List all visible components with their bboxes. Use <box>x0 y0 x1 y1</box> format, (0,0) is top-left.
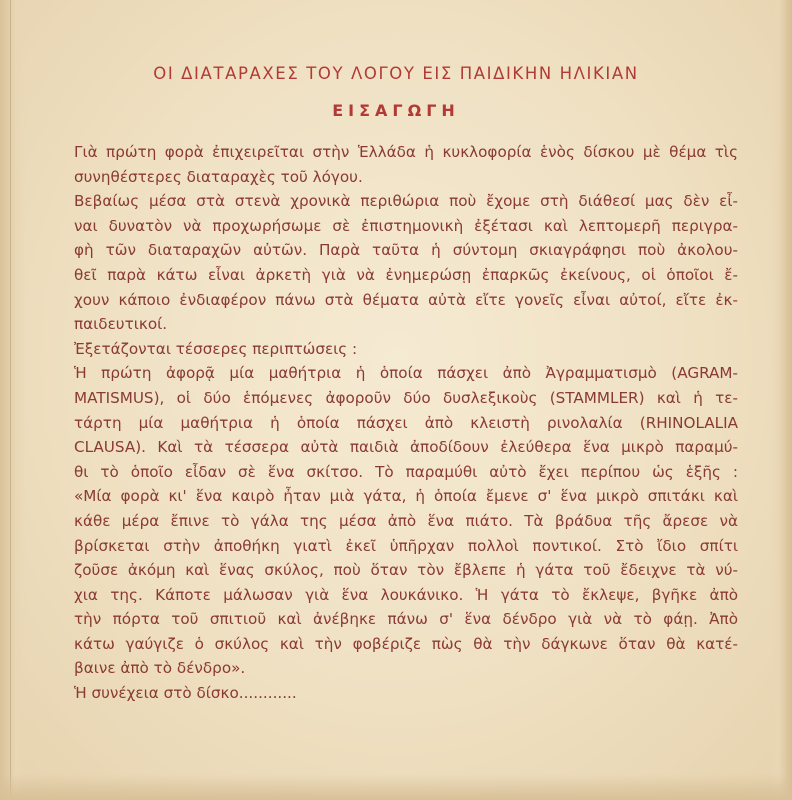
text-line: Βεβαίως μέσα στὰ στενὰ χρονικὰ περιθώρια ποὺ ἔχομε στὴ διάθεσί μας δὲν εἶ- <box>74 192 738 211</box>
text-line: Ἐξετάζονται τέσσερες περιπτώσεις : <box>74 339 358 358</box>
text-line: CLAUSA). Καὶ τὰ τέσσερα αὐτὰ παιδιὰ ἀποδίδουν ἐλεύθερα ἕνα μικρὸ παραμύ- <box>74 438 738 457</box>
paper-edge-right <box>770 0 792 800</box>
text-line: κάθε μέρα ἔπινε τὸ γάλα της μέσα ἀπὸ ἕνα πιάτο. Τὰ βράδυα τῆς ἄρεσε νὰ <box>74 511 738 530</box>
text-line: βρίσκεται στὴν ἀποθήκη γιατὶ ἐκεῖ ὑπῆρχαν πολλοὶ ποντικοί. Στὸ ἴδιο σπίτι <box>74 536 738 555</box>
text-line: βαινε ἀπὸ τὸ δένδρο». <box>74 659 246 678</box>
text-line: Γιὰ πρώτη φορὰ ἐπιχειρεῖται στὴν Ἑλλάδα ἡ κυκλοφορία ἑνὸς δίσκου μὲ θέμα τὶς <box>74 143 738 161</box>
text-line: MATISMUS), οἱ δύο ἑπόμενες ἀφοροῦν δύο δυσλεξικοὺς (STAMMLER) καὶ ἡ τε- <box>74 388 738 407</box>
text-line: φὴ τῶν διαταραχῶν αὐτῶν. Παρὰ ταῦτα ἡ σύντομη σκιαγράφησι ποὺ ἀκολου- <box>74 241 738 260</box>
section-heading: ΕΙΣΑΓΩΓΗ <box>332 101 460 120</box>
text-line: ναι δυνατὸν νὰ προχωρήσωμε σὲ ἐπιστημονικὴ ἐξέτασι καὶ λεπτομερῆ περιγρα- <box>74 216 738 235</box>
text-line: χια της. Κάποτε μάλωσαν γιὰ ἕνα λουκάνικο. Ἡ γάτα τὸ ἔκλεψε, βγῆκε ἀπὸ <box>74 585 738 604</box>
text-line: τάρτη μία μαθήτρια ἡ ὁποία πάσχει ἀπὸ κλειστὴ ρινολαλία (RHINOLALIA <box>74 413 738 432</box>
text-line: παιδευτικοί. <box>74 315 168 334</box>
text-line: Ἡ πρώτη ἀφορᾷ μία μαθήτρια ἡ ὁποία πάσχει ἀπὸ Ἀγραμματισμὸ (AGRAM- <box>74 364 738 383</box>
paper-edge-left <box>0 0 26 800</box>
paper-crease <box>10 0 11 800</box>
text-line: χουν κάποιο ἐνδιαφέρον πάνω στὰ θέματα αὐτὰ εἴτε γονεῖς εἶναι αὐτοί, εἴτε ἐκ- <box>74 290 738 309</box>
text-line: ζοῦσε ἀκόμη καὶ ἕνας σκύλος, ποὺ ὅταν τὸν ἔβλεπε ἡ γάτα τοῦ ἔδειχνε τὰ νύ- <box>74 561 738 580</box>
text-line: θεῖ παρὰ κάτω εἶναι ἀρκετὴ γιὰ νὰ ἐνημερώσῃ ἐπαρκῶς ἐκείνους, οἱ ὁποῖοι ἔ- <box>74 265 738 284</box>
text-line: κάτω γαύγιζε ὁ σκύλος καὶ τὴν φοβέριζε πὼς θὰ τὴν δάγκωνε ὅταν θὰ κατέ- <box>74 634 738 653</box>
document-title: ΟΙ ΔΙΑΤΑΡΑΧΕΣ ΤΟΥ ΛΟΓΟΥ ΕΙΣ ΠΑΙΔΙΚΗΝ ΗΛΙΚΙΑΝ <box>153 64 639 83</box>
body-text <box>74 140 738 706</box>
text-line: θι τὸ ὁποῖο εἶδαν σὲ ἕνα σκίτσο. Τὸ παραμύθι αὐτὸ ἔχει περίπου ὡς ἑξῆς : <box>74 462 738 481</box>
text-line: Ἡ συνέχεια στὸ δίσκο............ <box>74 684 297 703</box>
text-line: συνηθέστερες διαταραχὲς τοῦ λόγου. <box>74 167 363 186</box>
text-line: τὴν πόρτα τοῦ σπιτιοῦ καὶ ἀνέβηκε πάνω σ' ἕνα δένδρο γιὰ νὰ τὸ φάῃ. Ἀπὸ <box>74 610 738 629</box>
paper-edge-bottom <box>0 774 792 800</box>
text-line: «Μία φορὰ κι' ἕνα καιρὸ ἦταν μιὰ γάτα, ἡ ὁποία ἔμενε σ' ἕνα μικρὸ σπιτάκι καὶ <box>74 487 738 506</box>
